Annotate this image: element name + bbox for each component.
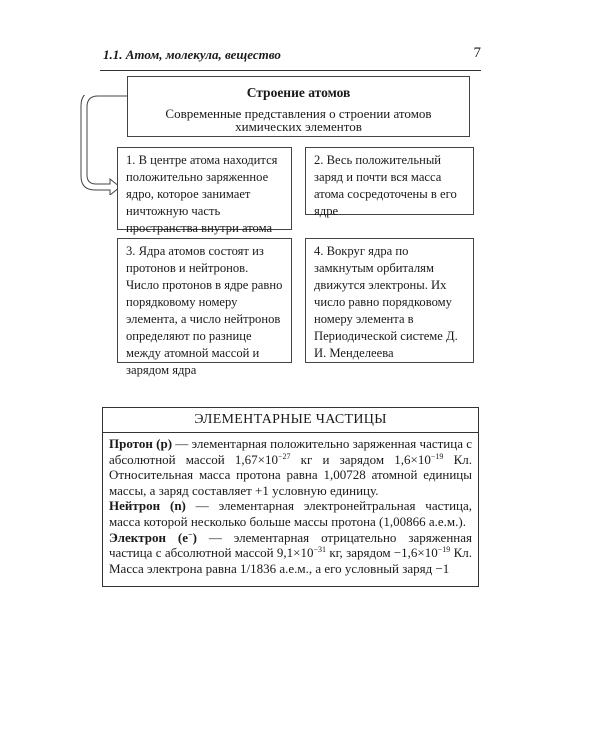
fact-box-1: 1. В центре атома находится положительно заряженное ядро, которое занимает ничтожную часть пространства внутри атома [117, 147, 292, 230]
neutron-definition: Нейтрон (n) — элементарная электронейтральная частица, масса которой несколько больше массы протона (1,00866 а.е.м.). [109, 498, 472, 529]
elementary-particles-title: ЭЛЕМЕНТАРНЫЕ ЧАСТИЦЫ [103, 408, 478, 433]
atom-structure-title: Строение атомов [246, 85, 351, 100]
elementary-particles-box [102, 407, 479, 587]
proton-definition: Протон (p) — элементарная положительно заряженная частица с абсолютной массой $1,67\times 10^{-27}$ кг и зарядом $1,6\times 10^{-19}$ Кл. Относительная масса протона равна 1,00728 атомной единицы массы, а заряд составляет +1 условную единицу. [109, 436, 472, 498]
fact-box-2: 2. Весь положительный заряд и почти вся масса атома сосредоточены в его ядре [305, 147, 474, 215]
page-header [103, 45, 481, 67]
neutron-term: Нейтрон (n) [109, 498, 186, 514]
atom-structure-header [127, 76, 470, 137]
electron-definition: Электрон (e−) — элементарная отрицательно заряженная частица с абсолютной массой $9,1\times 10^{-31}$ кг, зарядом $-1,6\times 10^{-19}$ Кл. Масса электрона равна 1/1836 а.е.м., а его условный заряд −1 [109, 529, 472, 576]
electron-term: Электрон (e−) [109, 529, 197, 545]
elementary-particles-body [103, 433, 478, 579]
atom-structure-subtitle: Современные представления о строении атомов химических элементов [165, 106, 432, 134]
proton-term: Протон (p) [109, 436, 173, 451]
fact-box-4: 4. Вокруг ядра по замкнутым орбиталям движутся электроны. Их число равно порядковому номеру элемента в Периодической системе Д. И. Менделеева [305, 238, 474, 363]
fact-box-3: 3. Ядра атомов состоят из протонов и нейтронов. Число протонов в ядре равно порядковому номеру элемента, а число нейтронов определяют по разнице между атомной массой и зарядом ядра [117, 238, 292, 363]
header-rule [100, 70, 481, 71]
page-number: 7 [473, 45, 481, 61]
section-title: 1.1. Атом, молекула, вещество [103, 47, 281, 62]
